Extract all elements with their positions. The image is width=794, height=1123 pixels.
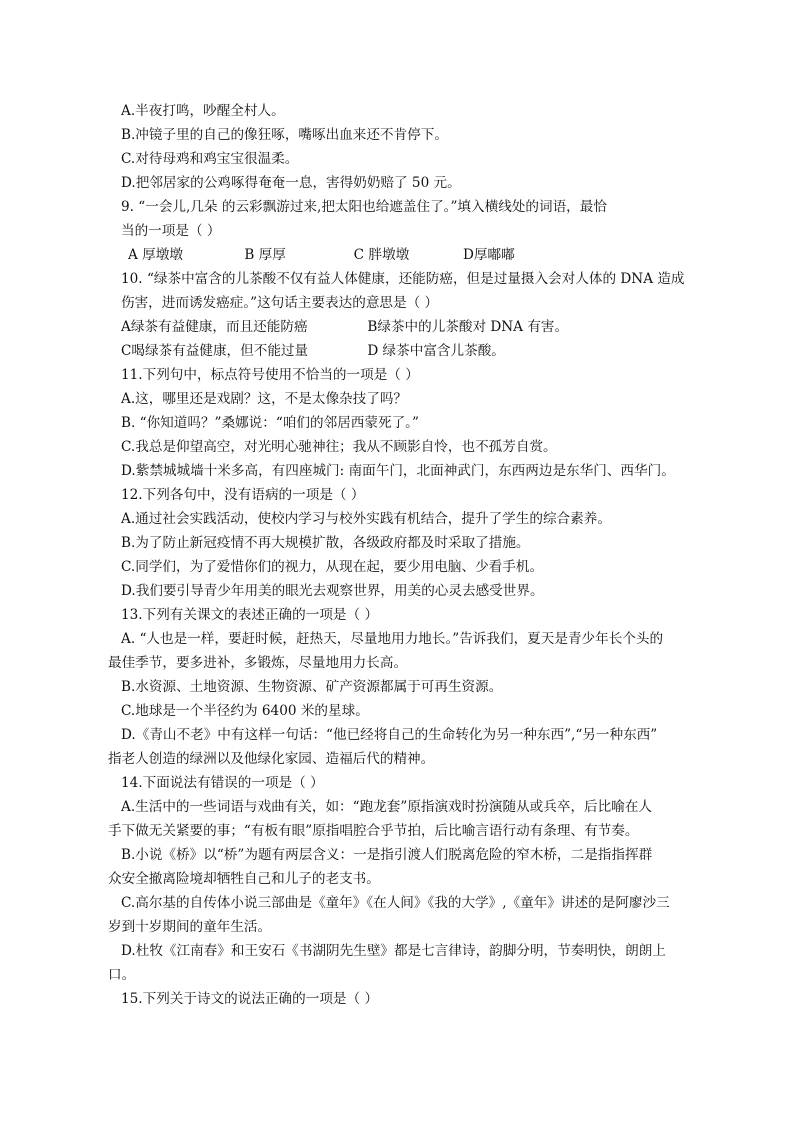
q14-option-c-line1: C.高尔基的自传体小说三部曲是《童年》《在人间》《我的大学》,《童年》讲述的是阿廖沙三 xyxy=(121,895,670,911)
q13-option-d-line1: D.《青山不老》中有这样一句话：“他已经将自己的生命转化为另一种东西”,“另一种东西” xyxy=(121,727,658,743)
q9-stem-line2: 当的一项是（ ） xyxy=(121,223,221,239)
q8-option-b: B.冲镜子里的自己的像狂啄，嘴啄出血来还不肯停下。 xyxy=(121,127,448,143)
q11-option-a: A.这，哪里还是戏剧？这，不是太像杂技了吗？ xyxy=(121,391,408,407)
q13-option-b: B.水资源、土地资源、生物资源、矿产资源都属于可再生资源。 xyxy=(121,679,503,695)
q11-option-d: D.紫禁城城墙十米多高，有四座城门: 南面午门，北面神武门，东西两边是东华门、西华门。 xyxy=(121,463,675,479)
q11-option-c: C.我总是仰望高空，对光明心驰神往；我从不顾影自怜，也不孤芳自赏。 xyxy=(121,439,557,455)
q9-option-b: B 厚厚 xyxy=(244,247,286,263)
q12-option-d: D.我们要引导青少年用美的眼光去观察世界，用美的心灵去感受世界。 xyxy=(121,583,544,599)
q14-option-a-line2: 手下做无关紧要的事；“有板有眼”原指唱腔合乎节拍，后比喻言语行动有条理、有节奏。 xyxy=(108,823,639,839)
q14-option-d-line1: D.杜牧《江南春》和王安石《书湖阴先生壁》都是七言律诗，韵脚分明，节奏明快，朗朗上 xyxy=(121,943,666,959)
q14-stem: 14.下面说法有错误的一项是（ ） xyxy=(121,775,324,791)
q12-option-c: C.同学们，为了爱惜你们的视力，从现在起，要少用电脑、少看手机。 xyxy=(121,559,544,575)
q9-stem-line1: 9. “一会儿,几朵 的云彩飘游过来,把太阳也给遮盖住了。”填入横线处的词语，最恰 xyxy=(121,199,607,215)
q9-option-a: A 厚墩墩 xyxy=(128,247,183,263)
q10-stem-line1: 10. “绿茶中富含的儿茶酸不仅有益人体健康，还能防癌，但是过量摄入会对人体的 DNA 造成 xyxy=(121,271,685,287)
q15-stem: 15.下列关于诗文的说法正确的一项是（ ） xyxy=(121,991,379,1007)
q12-option-b: B.为了防止新冠疫情不再大规模扩散，各级政府都及时采取了措施。 xyxy=(121,535,530,551)
q13-option-a-line2: 最佳季节，要多进补，多锻炼，尽量地用力长高。 xyxy=(108,655,408,671)
q12-stem: 12.下列各句中，没有语病的一项是（ ） xyxy=(121,487,365,503)
q9-options xyxy=(128,245,515,265)
q14-option-b-line1: B.小说《桥》以“桥”为题有两层含义：一是指引渡人们脱离危险的窄木桥，二是指指挥群 xyxy=(121,847,653,863)
q12-option-a: A.通过社会实践活动，使校内学习与校外实践有机结合，提升了学生的综合素养。 xyxy=(121,511,611,527)
q9-option-d: D厚嘟嘟 xyxy=(462,247,515,263)
q10-option-b: B绿茶中的儿茶酸对 DNA 有害。 xyxy=(367,319,569,335)
q11-stem: 11.下列句中，标点符号使用不恰当的一项是（ ） xyxy=(121,367,419,383)
q9-option-c: C 胖墩墩 xyxy=(353,247,410,263)
q8-option-c: C.对待母鸡和鸡宝宝很温柔。 xyxy=(121,151,299,167)
q14-option-c-line2: 岁到十岁期间的童年生活。 xyxy=(108,919,272,935)
q10-options-row1 xyxy=(121,317,568,337)
q13-stem: 13.下列有关课文的表述正确的一项是（ ） xyxy=(121,607,379,623)
q10-option-a: A绿茶有益健康，而且还能防癌 xyxy=(121,319,308,335)
q13-option-c: C.地球是一个半径约为 6400 米的星球。 xyxy=(121,703,369,719)
q13-option-d-line2: 指老人创造的绿洲以及他绿化家园、造福后代的精神。 xyxy=(108,751,435,767)
q10-stem-line2: 伤害，进而诱发癌症。”这句话主要表达的意思是（ ） xyxy=(121,295,439,311)
q14-option-a-line1: A.生活中的一些词语与戏曲有关，如：“跑龙套”原指演戏时扮演随从或兵卒，后比喻在人 xyxy=(121,799,653,815)
q10-option-d: D 绿茶中富含儿茶酸。 xyxy=(367,343,505,359)
q10-option-c: C喝绿茶有益健康，但不能过量 xyxy=(121,343,309,359)
q8-option-a: A.半夜打鸣，吵醒全村人。 xyxy=(121,103,285,119)
q14-option-b-line2: 众安全撤离险境却牺牲自己和儿子的老支书。 xyxy=(108,871,380,887)
q10-options-row2 xyxy=(121,341,505,361)
q14-option-d-line2: 口。 xyxy=(108,967,136,983)
q13-option-a-line1: A. “人也是一样，要赶时候，赶热天，尽量地用力地长。”告诉我们，夏天是青少年长个头的 xyxy=(121,631,664,647)
q8-option-d: D.把邻居家的公鸡啄得奄奄一息，害得奶奶赔了 50 元。 xyxy=(121,175,461,191)
q11-option-b: B. “你知道吗？”桑娜说：“咱们的邻居西蒙死了。” xyxy=(121,415,419,431)
